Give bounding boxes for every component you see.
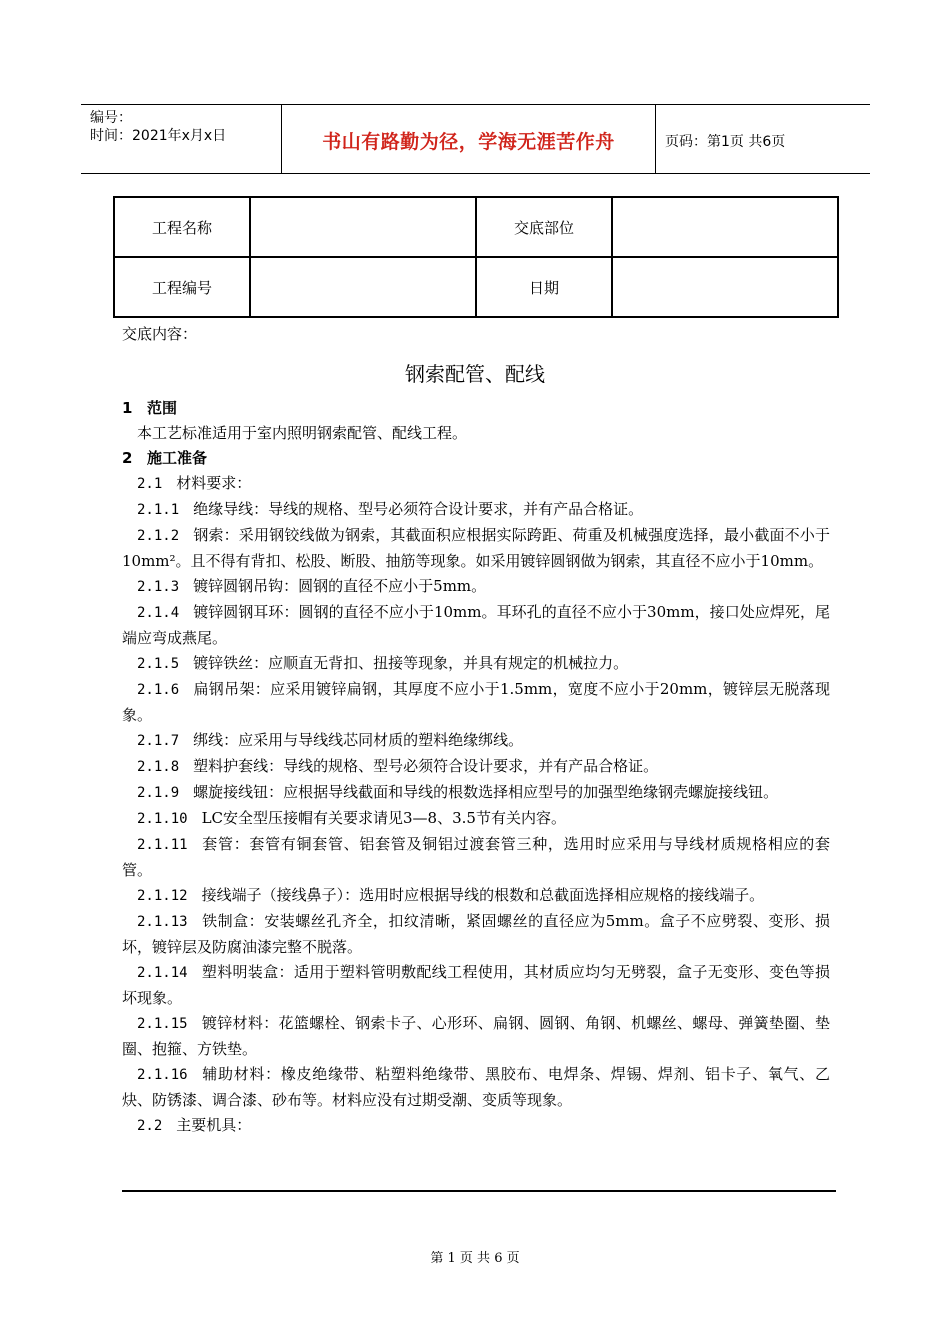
list-item <box>122 677 830 728</box>
item-number: 2.1.9 <box>137 785 180 801</box>
page-footer: 第 1 页 共 6 页 <box>430 1251 520 1266</box>
list-item <box>122 651 830 677</box>
item-number: 2.1.2 <box>137 528 180 544</box>
date-value <box>612 257 838 317</box>
section-number: 1 <box>122 399 133 417</box>
item-number: 2.1.8 <box>137 759 180 775</box>
item-number: 2.1.12 <box>137 888 188 904</box>
document-header <box>81 104 870 174</box>
item-number: 2.1.13 <box>137 914 188 930</box>
item-text: 辅助材料：橡皮绝缘带、粘塑料绝缘带、黑胶布、电焊条、焊锡、焊剂、铝卡子、氧气、乙炔、防锈漆、调合漆、砂布等。材料应没有过期受潮、变质等现象。 <box>122 1065 830 1109</box>
list-item <box>122 806 830 832</box>
item-text: 镀锌材料：花篮螺栓、钢索卡子、心形环、扁钢、圆钢、角钢、机螺丝、螺母、弹簧垫圈、垫圈、抱箍、方铁垫。 <box>122 1014 830 1058</box>
item-number: 2.1.15 <box>137 1016 188 1032</box>
handover-part-value <box>612 197 838 257</box>
slogan: 书山有路勤为径，学海无涯苦作舟 <box>322 131 615 153</box>
list-item <box>122 574 830 600</box>
item-text: 钢索：采用钢铰线做为钢索，其截面积应根据实际跨距、荷重及机械强度选择，最小截面不小于10mm²。且不得有背扣、松股、断股、抽筋等现象。如采用镀锌圆钢做为钢索，其直径不应小于10mm。 <box>122 526 830 570</box>
item-number: 2.1.3 <box>137 579 180 595</box>
list-item <box>122 728 830 754</box>
page-title: 钢索配管、配线 <box>405 362 545 386</box>
item-text: 镀锌圆钢吊钩：圆钢的直径不应小于5mm。 <box>193 577 487 595</box>
list-item <box>122 1062 830 1113</box>
table-row <box>114 257 838 317</box>
section-heading <box>122 396 830 421</box>
section-number: 2 <box>122 449 133 467</box>
item-text: LC安全型压接帽有关要求请见3—8、3.5节有关内容。 <box>201 809 566 827</box>
intro-label: 交底内容： <box>122 325 198 343</box>
item-number: 2.1.10 <box>137 811 188 827</box>
list-item <box>122 754 830 780</box>
item-number: 2.1.5 <box>137 656 180 672</box>
item-number: 2.1 <box>137 476 163 492</box>
item-text: 镀锌铁丝：应顺直无背扣、扭接等现象，并具有规定的机械拉力。 <box>193 654 629 672</box>
list-item <box>122 960 830 1011</box>
document-body <box>122 396 830 1139</box>
list-item <box>122 497 830 523</box>
item-number: 2.2 <box>137 1118 163 1134</box>
table-row <box>114 197 838 257</box>
item-text: 塑料护套线：导线的规格、型号必须符合设计要求，并有产品合格证。 <box>193 757 659 775</box>
document-time: 时间：2021年x月x日 <box>90 128 227 144</box>
project-number-label: 工程编号 <box>114 257 250 317</box>
item-text: 铁制盒：安装螺丝孔齐全，扣纹清晰，紧固螺丝的直径应为5mm。盒子不应劈裂、变形、损坏，镀锌层及防腐油漆完整不脱落。 <box>122 912 830 956</box>
project-info-table <box>113 196 839 318</box>
list-item <box>122 883 830 909</box>
item-text: 绝缘导线：导线的规格、型号必须符合设计要求，并有产品合格证。 <box>193 500 644 518</box>
list-item <box>122 1011 830 1062</box>
list-item <box>122 600 830 651</box>
item-text: 绑线：应采用与导线线芯同材质的塑料绝缘绑线。 <box>193 731 524 749</box>
item-number: 2.1.11 <box>137 837 188 853</box>
item-text: 塑料明装盒：适用于塑料管明敷配线工程使用，其材质应均匀无劈裂，盒子无变形、变色等损坏现象。 <box>122 963 830 1007</box>
list-item <box>122 471 830 497</box>
header-slogan-cell <box>281 105 656 173</box>
paragraph: 本工艺标准适用于室内照明钢索配管、配线工程。 <box>137 424 468 442</box>
item-number: 2.1.7 <box>137 733 180 749</box>
list-item <box>122 523 830 574</box>
project-name-value <box>250 197 476 257</box>
item-text: 主要机具： <box>176 1116 252 1134</box>
item-number: 2.1.16 <box>137 1067 188 1083</box>
page-info: 页码：第1页 共6页 <box>665 134 786 150</box>
item-text: 螺旋接线钮：应根据导线截面和导线的根数选择相应型号的加强型绝缘钢壳螺旋接线钮。 <box>193 783 779 801</box>
date-label: 日期 <box>476 257 612 317</box>
item-number: 2.1.1 <box>137 502 180 518</box>
item-text: 镀锌圆钢耳环：圆钢的直径不应小于10mm。耳环孔的直径不应小于30mm，接口处应焊死，尾端应弯成燕尾。 <box>122 603 830 647</box>
list-item <box>122 832 830 883</box>
item-text: 材料要求： <box>176 474 252 492</box>
header-page-cell <box>655 105 870 173</box>
handover-part-label: 交底部位 <box>476 197 612 257</box>
project-number-value <box>250 257 476 317</box>
project-name-label: 工程名称 <box>114 197 250 257</box>
list-item <box>122 1113 830 1139</box>
header-meta-cell <box>81 105 281 173</box>
list-item <box>122 909 830 960</box>
item-number: 2.1.6 <box>137 682 180 698</box>
item-text: 套管：套管有铜套管、铝套管及铜铝过渡套管三种，选用时应采用与导线材质规格相应的套管。 <box>122 835 830 879</box>
section-title: 范围 <box>147 399 178 417</box>
list-item <box>122 780 830 806</box>
section-title: 施工准备 <box>147 449 208 467</box>
document-number-label: 编号： <box>90 110 132 126</box>
section-heading <box>122 446 830 471</box>
item-text: 扁钢吊架：应采用镀锌扁钢，其厚度不应小于1.5mm，宽度不应小于20mm，镀锌层无脱落现象。 <box>122 680 830 724</box>
item-text: 接线端子（接线鼻子）：选用时应根据导线的根数和总截面选择相应规格的接线端子。 <box>201 886 765 904</box>
divider <box>122 1190 836 1192</box>
item-number: 2.1.4 <box>137 605 180 621</box>
item-number: 2.1.14 <box>137 965 188 981</box>
